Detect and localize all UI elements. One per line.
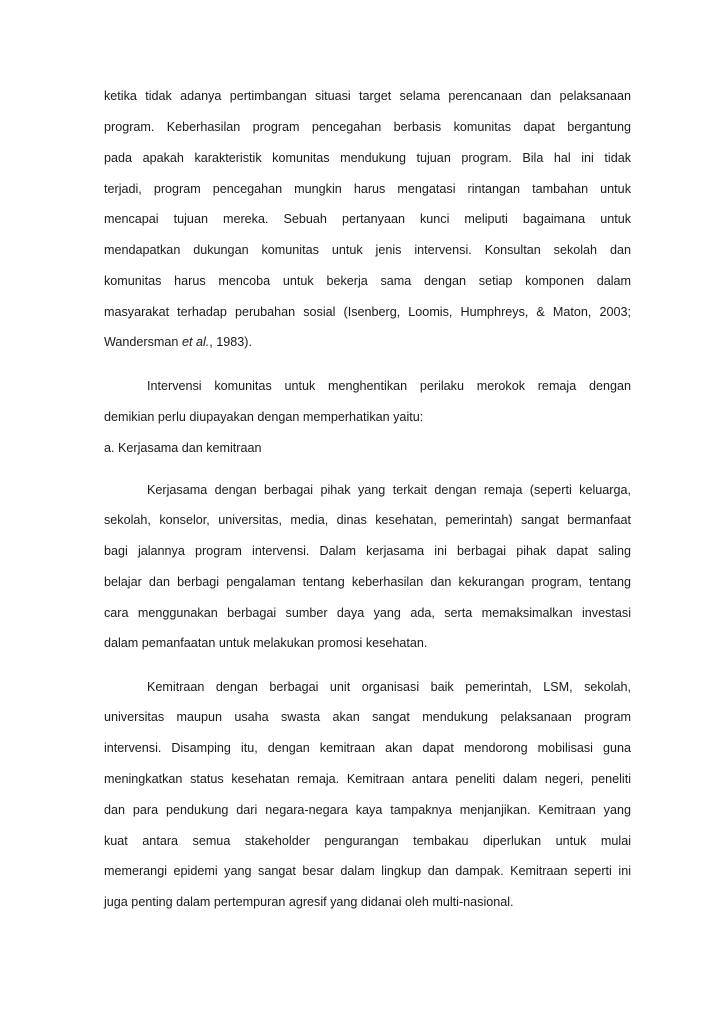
para3-line-4: belajar dan berbagi pengalaman tentang keberhasilan dan kekurangan program, tentang <box>104 575 631 589</box>
citation-author: Wandersman <box>104 335 182 349</box>
para4-line-7: memerangi epidemi yang sangat besar dalam lingkup dan dampak. Kemitraan seperti ini <box>104 864 631 878</box>
section-heading-a: a. Kerjasama dan kemitraan <box>104 441 262 455</box>
para1-line-8: masyarakat terhadap perubahan sosial (Isenberg, Loomis, Humphreys, & Maton, 2003; <box>104 305 631 319</box>
para4-line-3: intervensi. Disamping itu, dengan kemitraan akan dapat mendorong mobilisasi guna <box>104 741 631 755</box>
para1-line-3: pada apakah karakteristik komunitas mendukung tujuan program. Bila hal ini tidak <box>104 151 631 165</box>
para1-line-6: mendapatkan dukungan komunitas untuk jenis intervensi. Konsultan sekolah dan <box>104 243 631 257</box>
citation-et-al: et al. <box>181 335 210 349</box>
para4-line-6: kuat antara semua stakeholder pengurangan tembakau diperlukan untuk mulai <box>104 834 631 848</box>
para4-line-2: universitas maupun usaha swasta akan sangat mendukung pelaksanaan program <box>104 710 631 724</box>
para2-line-1: Intervensi komunitas untuk menghentikan perilaku merokok remaja dengan <box>147 379 631 393</box>
para1-line-4: terjadi, program pencegahan mungkin harus mengatasi rintangan tambahan untuk <box>104 182 631 196</box>
para1-line-1: ketika tidak adanya pertimbangan situasi target selama perencanaan dan pelaksanaan <box>104 89 631 103</box>
para2-line-2: demikian perlu diupayakan dengan memperhatikan yaitu: <box>104 410 424 424</box>
para1-line-2: program. Keberhasilan program pencegahan berbasis komunitas dapat bergantung <box>104 120 631 134</box>
para3-line-6: dalam pemanfaatan untuk melakukan promosi kesehatan. <box>104 636 428 650</box>
para4-line-8: juga penting dalam pertempuran agresif yang didanai oleh multi-nasional. <box>104 895 514 909</box>
citation-year: , 1983). <box>209 335 252 349</box>
para3-line-5: cara menggunakan berbagai sumber daya yang ada, serta memaksimalkan investasi <box>104 606 631 620</box>
para4-line-1: Kemitraan dengan berbagai unit organisasi baik pemerintah, LSM, sekolah, <box>147 680 631 694</box>
para1-line-7: komunitas harus mencoba untuk bekerja sama dengan setiap komponen dalam <box>104 274 631 288</box>
para3-line-1: Kerjasama dengan berbagai pihak yang terkait dengan remaja (seperti keluarga, <box>147 483 631 497</box>
para3-line-2: sekolah, konselor, universitas, media, dinas kesehatan, pemerintah) sangat bermanfaat <box>104 513 631 527</box>
para4-line-4: meningkatkan status kesehatan remaja. Kemitraan antara peneliti dalam negeri, peneliti <box>104 772 631 786</box>
para1-line-5: mencapai tujuan mereka. Sebuah pertanyaan kunci meliputi bagaimana untuk <box>104 212 631 226</box>
para1-line-9 <box>104 334 631 350</box>
para4-line-5: dan para pendukung dari negara-negara kaya tampaknya menjanjikan. Kemitraan yang <box>104 803 631 817</box>
para3-line-3: bagi jalannya program intervensi. Dalam kerjasama ini berbagai pihak dapat saling <box>104 544 631 558</box>
